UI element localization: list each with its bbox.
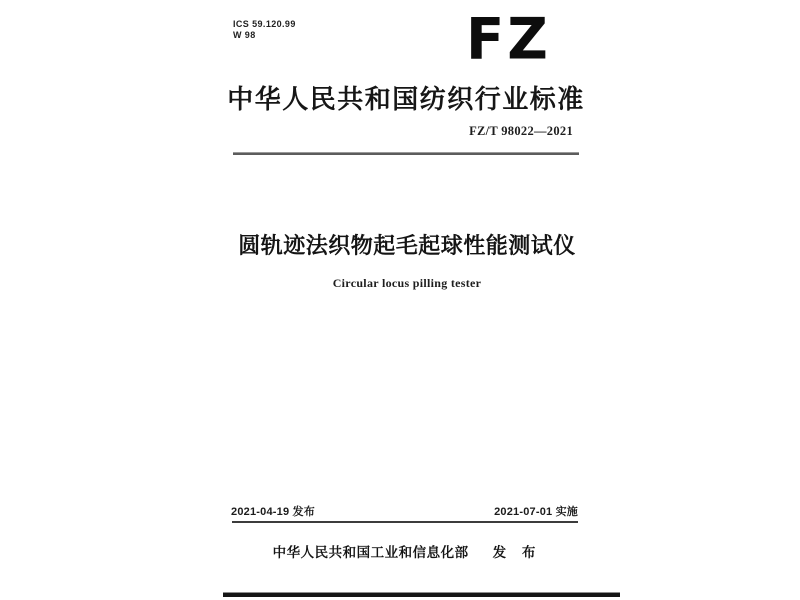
footer-divider-line bbox=[232, 521, 578, 523]
ics-classification-block bbox=[233, 19, 296, 41]
header-divider-line bbox=[233, 152, 579, 155]
implementation-date: 2021-07-01 实施 bbox=[494, 506, 578, 518]
document-title-chinese: 圆轨迹法织物起毛起球性能测试仪 bbox=[238, 233, 576, 258]
publisher-row bbox=[227, 541, 587, 561]
ics-code: ICS 59.120.99 bbox=[233, 19, 296, 29]
publish-label: 发 布 bbox=[492, 545, 542, 560]
issue-date: 2021-04-19 发布 bbox=[231, 506, 315, 518]
dates-row bbox=[231, 503, 578, 519]
fz-standard-logo: FZ bbox=[466, 6, 551, 73]
document-title-english: Circular locus pilling tester bbox=[332, 276, 482, 290]
bottom-edge-line bbox=[223, 592, 620, 597]
standard-number: FZ/T 98022—2021 bbox=[469, 124, 573, 138]
category-code: W 98 bbox=[233, 30, 256, 40]
publisher-name: 中华人民共和国工业和信息化部 bbox=[272, 545, 469, 560]
standard-type-title: 中华人民共和国纺织行业标准 bbox=[227, 84, 585, 114]
